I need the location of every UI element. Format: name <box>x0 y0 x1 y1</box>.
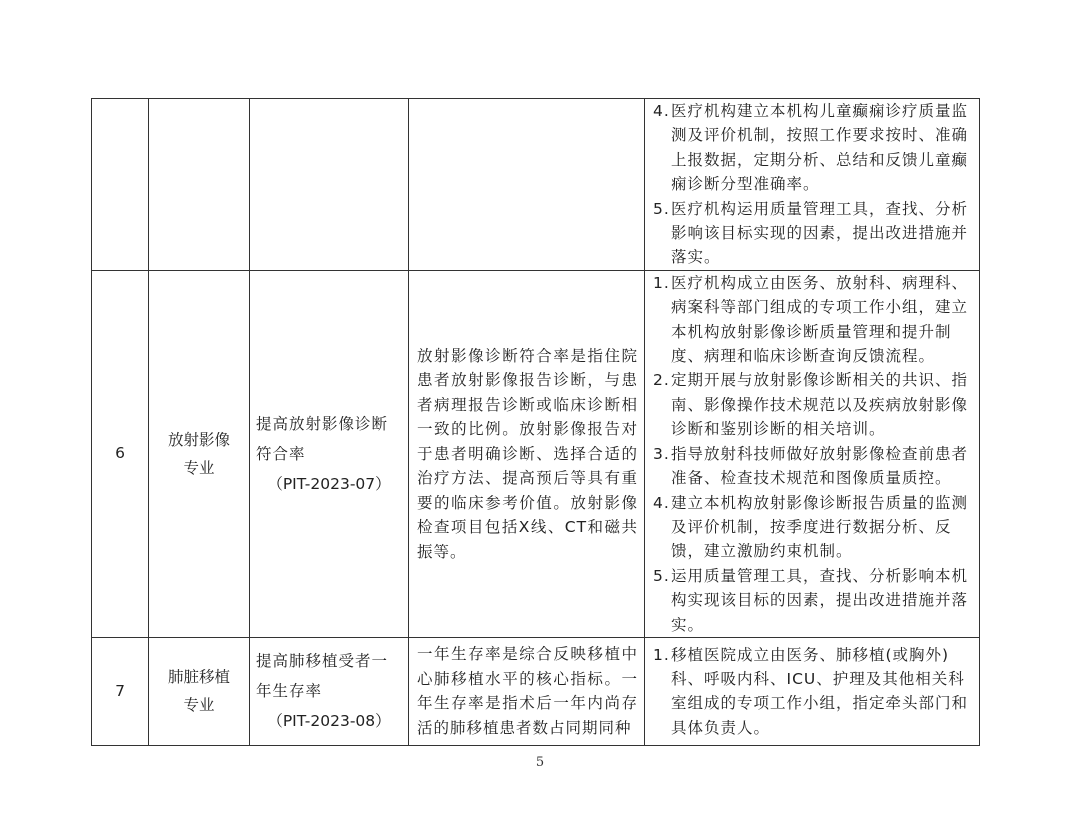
specialty-line: 肺脏移植 <box>167 668 230 687</box>
goal-title-line: 年生存率 <box>256 682 323 701</box>
measure-text: 定期开展与放射影像诊断相关的共识、指南、影像操作技术规范以及疾病放射影像诊断和鉴别诊断的相关培训。 <box>671 371 969 439</box>
definition-text: 放射影像诊断符合率是指住院患者放射影像报告诊断，与患者病理报告诊断或临床诊断相一致的比例。放射影像报告对于患者明确诊断、选择合适的治疗方法、提高预后等具有重要的临床参考价值。放射影像检查项目包括X线、CT和磁共振等。 <box>417 346 638 561</box>
goal-cell <box>250 637 409 745</box>
definition-cell <box>409 637 645 745</box>
goal-code: （PIT-2023-08） <box>267 712 391 731</box>
page-number: 5 <box>535 755 545 770</box>
measure-text: 建立本机构放射影像诊断报告质量的监测及评价机制，按季度进行数据分析、反馈，建立激励约束机制。 <box>671 493 969 561</box>
row-number-cell: 7 <box>92 637 149 745</box>
definition-cell <box>409 270 645 637</box>
measure-number: 3. <box>653 444 670 463</box>
measures-cell <box>645 637 980 745</box>
measure-number: 5. <box>653 199 670 218</box>
definition-cell <box>409 99 645 271</box>
specialty-cell <box>149 99 250 271</box>
specialty-line: 专业 <box>183 696 215 715</box>
goal-title-line: 提高放射影像诊断 <box>256 414 389 433</box>
specialty-cell <box>149 270 250 637</box>
measure-item <box>653 491 971 564</box>
measure-number: 2. <box>653 371 670 390</box>
row-number-cell <box>92 99 149 271</box>
measure-text: 移植医院成立由医务、肺移植(或胸外)科、呼吸内科、ICU、护理及其他相关科室组成的专项工作小组，指定牵头部门和具体负责人。 <box>671 645 969 737</box>
measures-cell <box>645 270 980 637</box>
measure-text: 指导放射科技师做好放射影像检查前患者准备、检查技术规范和图像质量质控。 <box>671 444 969 488</box>
table-row <box>92 637 980 745</box>
measure-item <box>653 197 971 270</box>
measure-item <box>653 99 971 197</box>
measure-item <box>653 271 971 369</box>
measures-cell <box>645 99 980 271</box>
row-number-cell: 6 <box>92 270 149 637</box>
goal-title-line: 符合率 <box>256 444 306 463</box>
goal-cell <box>250 270 409 637</box>
measure-number: 5. <box>653 566 670 585</box>
measure-item <box>653 643 971 741</box>
measure-text: 医疗机构成立由医务、放射科、病理科、病案科等部门组成的专项工作小组，建立本机构放射影像诊断质量管理和提升制度、病理和临床诊断查询反馈流程。 <box>671 273 969 366</box>
measure-item <box>653 442 971 491</box>
measure-number: 1. <box>653 273 670 292</box>
indicator-table <box>91 98 980 746</box>
measure-number: 4. <box>653 493 670 512</box>
measure-text: 医疗机构建立本机构儿童癫痫诊疗质量监测及评价机制，按照工作要求按时、准确上报数据，定期分析、总结和反馈儿童癫痫诊断分型准确率。 <box>671 102 969 194</box>
goal-code: （PIT-2023-07） <box>267 474 391 493</box>
definition-text: 一年生存率是综合反映移植中心肺移植水平的核心指标。一年生存率是指术后一年内尚存活的肺移植患者数占同期同种 <box>417 645 638 737</box>
goal-title-line: 提高肺移植受者一 <box>256 652 389 671</box>
measure-number: 4. <box>653 102 670 120</box>
measure-number: 1. <box>653 645 670 664</box>
measure-item <box>653 564 971 637</box>
specialty-cell <box>149 637 250 745</box>
goal-cell <box>250 99 409 271</box>
specialty-line: 专业 <box>183 458 215 477</box>
measure-text: 医疗机构运用质量管理工具，查找、分析影响该目标实现的因素，提出改进措施并落实。 <box>671 199 969 267</box>
measure-text: 运用质量管理工具，查找、分析影响本机构实现该目标的因素，提出改进措施并落实。 <box>671 566 969 634</box>
table-row <box>92 99 980 271</box>
specialty-line: 放射影像 <box>167 430 230 449</box>
table-row <box>92 270 980 637</box>
measure-item <box>653 368 971 441</box>
